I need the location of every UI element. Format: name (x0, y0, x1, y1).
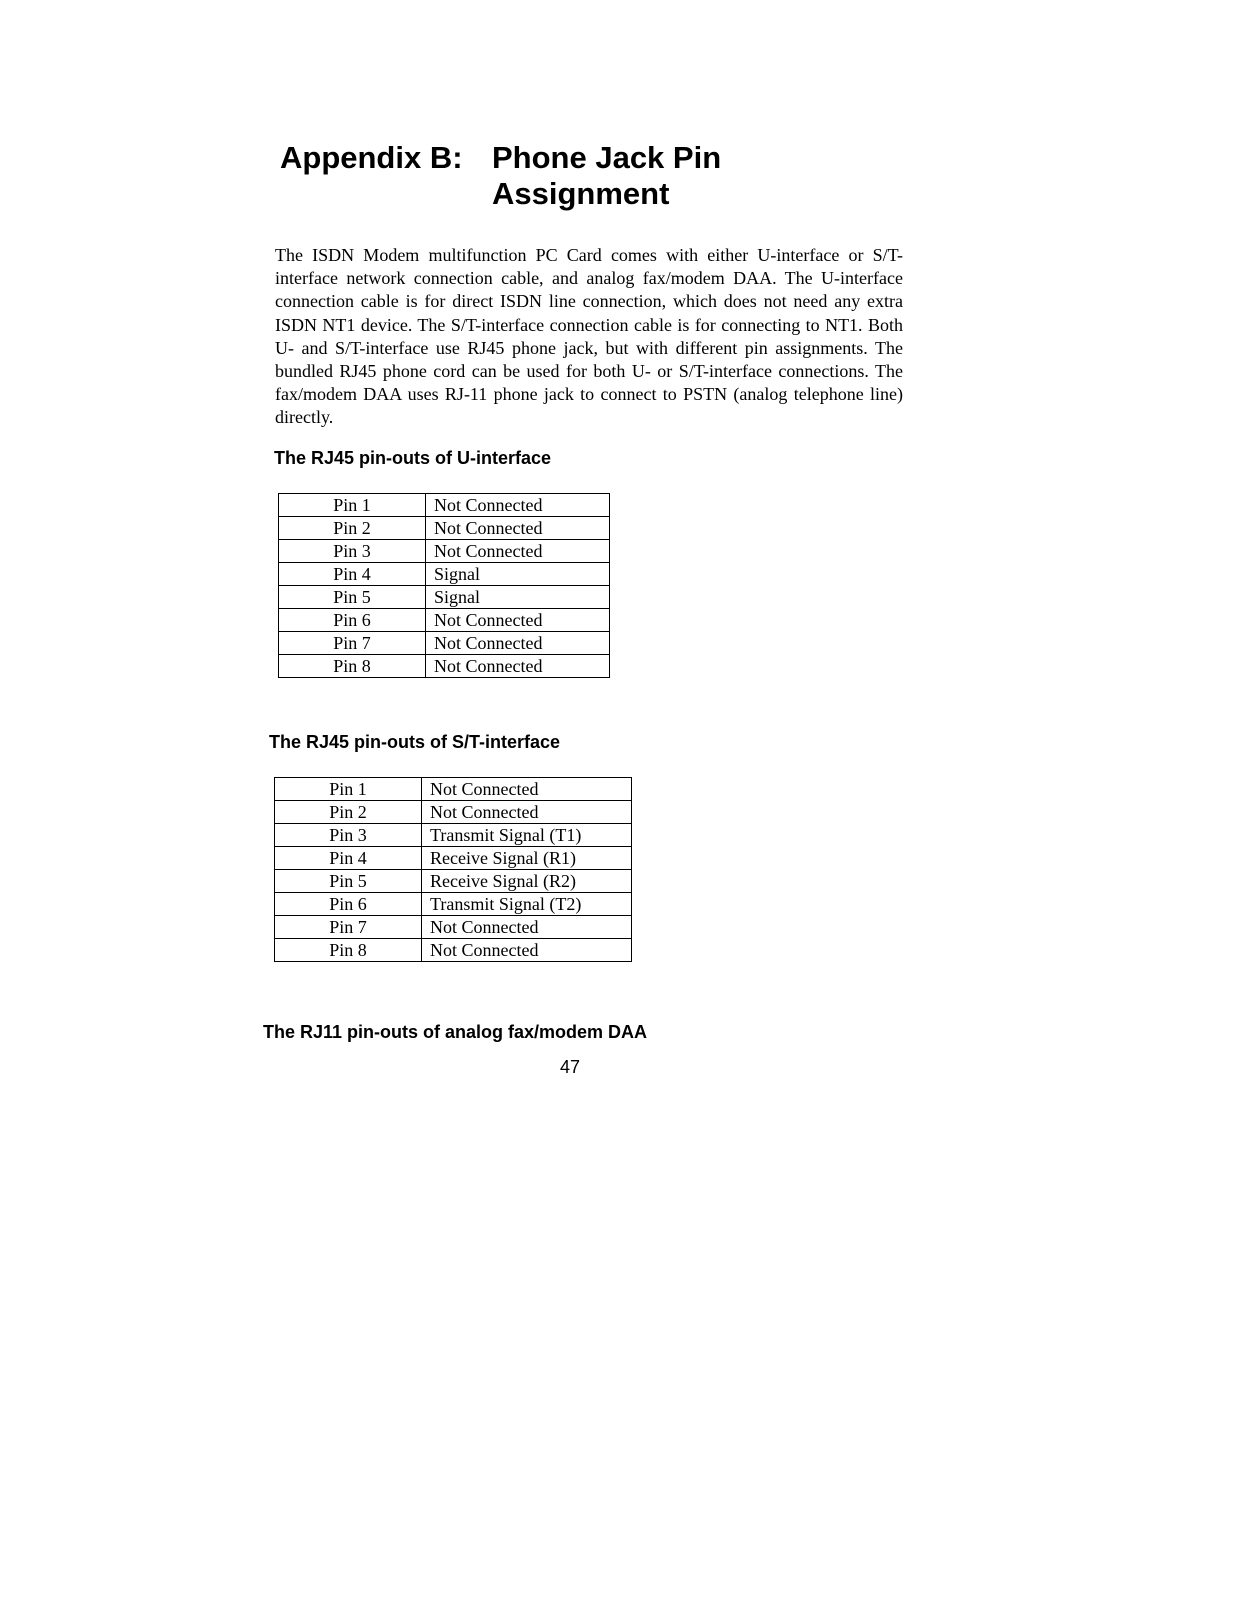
signal-cell: Signal (426, 586, 610, 609)
signal-cell: Not Connected (426, 540, 610, 563)
table-row (275, 870, 632, 893)
table-row (279, 540, 610, 563)
signal-cell: Not Connected (426, 632, 610, 655)
pin-cell: Pin 4 (279, 563, 426, 586)
table-row (275, 778, 632, 801)
table-row (279, 655, 610, 678)
page-title: Phone Jack Pin Assignment (492, 140, 722, 211)
signal-cell: Not Connected (426, 609, 610, 632)
pin-cell: Pin 5 (275, 870, 422, 893)
pin-cell: Pin 5 (279, 586, 426, 609)
pin-cell: Pin 2 (279, 517, 426, 540)
st-interface-table (274, 777, 632, 962)
pin-cell: Pin 8 (275, 939, 422, 962)
intro-paragraph: The ISDN Modem multifunction PC Card comes with either U-interface or S/T-interface network connection cable, and analog fax/modem DAA. The U-interface connection cable is for direct ISDN line connection, which does not need any extra ISDN NT1 device. The S/T-interface connection cable is for connecting to NT1. Both U- and S/T-interface use RJ45 phone jack, but with different pin assignments. The bundled RJ45 phone cord can be used for both U- or S/T-interface connections. The fax/modem DAA uses RJ-11 phone jack to connect to PSTN (analog telephone line) directly. (275, 245, 903, 428)
pin-cell: Pin 1 (275, 778, 422, 801)
pin-cell: Pin 3 (275, 824, 422, 847)
page-number: 47 (560, 1057, 581, 1077)
signal-cell: Signal (426, 563, 610, 586)
signal-cell: Not Connected (426, 494, 610, 517)
pin-cell: Pin 7 (279, 632, 426, 655)
signal-cell: Not Connected (422, 801, 632, 824)
pin-cell: Pin 8 (279, 655, 426, 678)
table-row (275, 916, 632, 939)
table-row (279, 586, 610, 609)
rj11-heading: The RJ11 pin-outs of analog fax/modem DAA (263, 1022, 648, 1042)
signal-cell: Not Connected (422, 778, 632, 801)
signal-cell: Not Connected (426, 517, 610, 540)
table-row (275, 801, 632, 824)
signal-cell: Transmit Signal (T2) (422, 893, 632, 916)
pin-cell: Pin 6 (275, 893, 422, 916)
signal-cell: Not Connected (422, 916, 632, 939)
table-row (275, 893, 632, 916)
u-interface-heading: The RJ45 pin-outs of U-interface (274, 448, 552, 468)
table-row (279, 494, 610, 517)
table-row (279, 609, 610, 632)
pin-cell: Pin 1 (279, 494, 426, 517)
table-row (275, 939, 632, 962)
pin-cell: Pin 7 (275, 916, 422, 939)
pin-cell: Pin 6 (279, 609, 426, 632)
signal-cell: Not Connected (426, 655, 610, 678)
table-row (279, 563, 610, 586)
table-row (275, 847, 632, 870)
pin-cell: Pin 4 (275, 847, 422, 870)
signal-cell: Receive Signal (R1) (422, 847, 632, 870)
table-row (279, 517, 610, 540)
pin-cell: Pin 3 (279, 540, 426, 563)
pin-cell: Pin 2 (275, 801, 422, 824)
table-row (275, 824, 632, 847)
u-interface-table (278, 493, 610, 678)
signal-cell: Not Connected (422, 939, 632, 962)
appendix-label: Appendix B: (280, 140, 463, 175)
signal-cell: Transmit Signal (T1) (422, 824, 632, 847)
st-interface-heading: The RJ45 pin-outs of S/T-interface (269, 732, 561, 752)
signal-cell: Receive Signal (R2) (422, 870, 632, 893)
table-row (279, 632, 610, 655)
